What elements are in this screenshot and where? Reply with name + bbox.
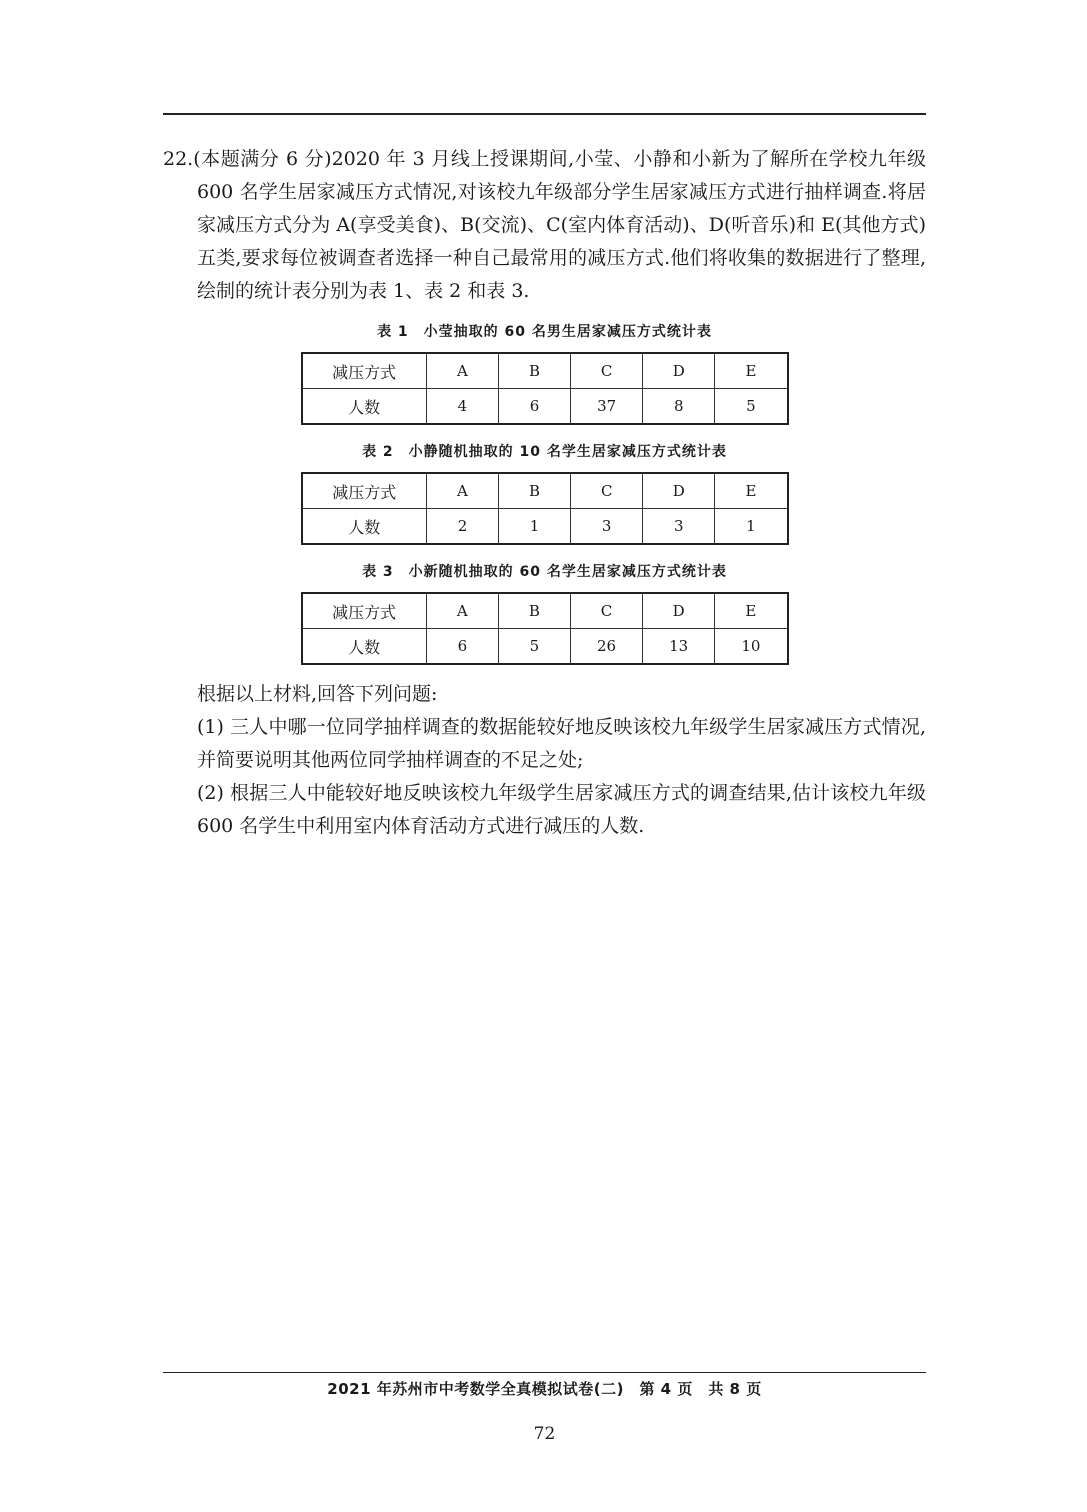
value-cell: 1 bbox=[715, 509, 788, 545]
table-row bbox=[302, 629, 788, 665]
header-cell: A bbox=[426, 593, 498, 629]
table-row bbox=[302, 353, 788, 389]
value-cell: 8 bbox=[643, 389, 715, 425]
value-cell: 37 bbox=[571, 389, 643, 425]
table-row bbox=[302, 509, 788, 545]
stats-table bbox=[301, 592, 789, 665]
table-1 bbox=[163, 322, 926, 425]
row-label: 减压方式 bbox=[302, 353, 427, 389]
header-cell: D bbox=[643, 593, 715, 629]
header-cell: C bbox=[570, 593, 642, 629]
header-cell: A bbox=[426, 473, 498, 509]
row-label: 人数 bbox=[302, 509, 427, 545]
question-1: (1) 三人中哪一位同学抽样调查的数据能较好地反映该校九年级学生居家减压方式情况,并简要说明其他两位同学抽样调查的不足之处; bbox=[197, 716, 926, 771]
table-caption: 表 3 小新随机抽取的 60 名学生居家减压方式统计表 bbox=[362, 564, 727, 580]
table-row bbox=[302, 593, 788, 629]
page-footer: 2021 年苏州市中考数学全真模拟试卷(二) 第 4 页 共 8 页 bbox=[327, 1380, 762, 1398]
table-row bbox=[302, 473, 788, 509]
question-number: 22. bbox=[163, 148, 194, 170]
value-cell: 2 bbox=[426, 509, 498, 545]
value-cell: 5 bbox=[715, 389, 788, 425]
header-cell: C bbox=[571, 353, 643, 389]
value-cell: 3 bbox=[643, 509, 715, 545]
problem-22 bbox=[163, 143, 926, 308]
questions-section bbox=[197, 678, 926, 843]
stats-table bbox=[301, 472, 789, 545]
table-row bbox=[302, 389, 788, 425]
header-cell: E bbox=[715, 353, 788, 389]
row-label: 人数 bbox=[302, 629, 427, 665]
value-cell: 5 bbox=[498, 629, 570, 665]
value-cell: 26 bbox=[570, 629, 642, 665]
question-2: (2) 根据三人中能较好地反映该校九年级学生居家减压方式的调查结果,估计该校九年级 600 名学生中利用室内体育活动方式进行减压的人数. bbox=[197, 782, 926, 837]
header-cell: A bbox=[426, 353, 498, 389]
value-cell: 3 bbox=[571, 509, 643, 545]
header-cell: C bbox=[571, 473, 643, 509]
header-rule bbox=[163, 113, 926, 115]
row-label: 减压方式 bbox=[302, 473, 427, 509]
instructions-text: 根据以上材料,回答下列问题: bbox=[197, 683, 438, 705]
table-caption: 表 2 小静随机抽取的 10 名学生居家减压方式统计表 bbox=[362, 444, 727, 460]
header-cell: B bbox=[499, 473, 571, 509]
stats-table bbox=[301, 352, 789, 425]
table-caption: 表 1 小莹抽取的 60 名男生居家减压方式统计表 bbox=[377, 324, 712, 340]
problem-stem bbox=[163, 143, 926, 308]
header-cell: B bbox=[498, 593, 570, 629]
value-cell: 6 bbox=[498, 389, 570, 425]
table-3 bbox=[163, 562, 926, 665]
footer-rule bbox=[163, 1372, 926, 1373]
row-label: 减压方式 bbox=[302, 593, 427, 629]
value-cell: 6 bbox=[426, 629, 498, 665]
header-cell: D bbox=[643, 473, 715, 509]
value-cell: 4 bbox=[426, 389, 498, 425]
value-cell: 13 bbox=[643, 629, 715, 665]
header-cell: E bbox=[715, 593, 788, 629]
header-cell: D bbox=[643, 353, 715, 389]
value-cell: 1 bbox=[499, 509, 571, 545]
page-number: 72 bbox=[533, 1424, 556, 1444]
problem-stem-text: (本题满分 6 分)2020 年 3 月线上授课期间,小莹、小静和小新为了解所在学校九年级 600 名学生居家减压方式情况,对该校九年级部分学生居家减压方式进行抽样调查.将居家减压方式分为 A(享受美食)、B(交流)、C(室内体育活动)、D(听音乐)和 E(其他方式)五类,要求每位被调查者选择一种自己最常用的减压方式.他们将收集的数据进行了整理,绘制的统计表分别为表 1、表 2 和表 3. bbox=[193, 148, 926, 302]
row-label: 人数 bbox=[302, 389, 427, 425]
header-cell: B bbox=[498, 353, 570, 389]
table-2 bbox=[163, 442, 926, 545]
value-cell: 10 bbox=[715, 629, 788, 665]
header-cell: E bbox=[715, 473, 788, 509]
